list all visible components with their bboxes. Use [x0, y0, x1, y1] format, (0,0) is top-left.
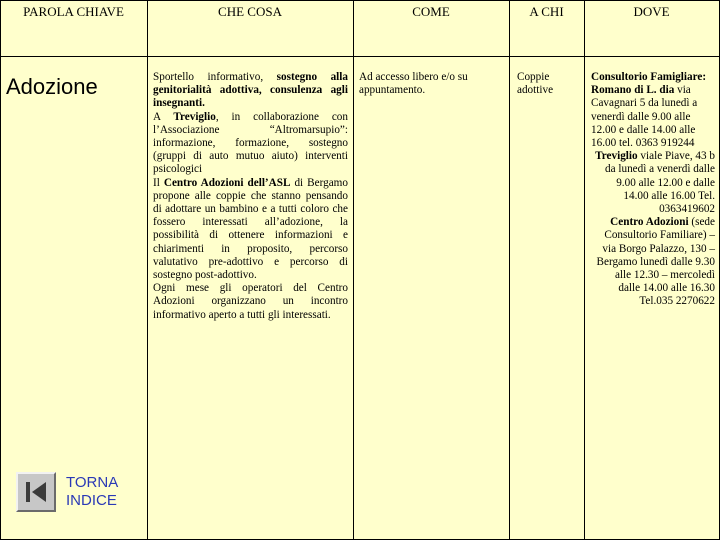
header-dove: DOVE	[633, 4, 670, 19]
che-cosa-p3-text: Il	[153, 176, 164, 189]
torna-label[interactable]: TORNA	[66, 474, 119, 491]
keyword-adozione: Adozione	[6, 74, 98, 99]
dove-cell	[591, 71, 715, 309]
che-cosa-paragraph-1	[153, 71, 348, 111]
torna-indice-button[interactable]	[16, 472, 56, 512]
che-cosa-paragraph-3	[153, 177, 348, 283]
dove-b3-bold: Centro Adozioni	[610, 216, 689, 229]
header-parola-chiave: PAROLA CHIAVE	[23, 4, 124, 19]
dove-block-1	[591, 71, 715, 150]
come-cell: Ad accesso libero e/o su appuntamento.	[359, 71, 468, 97]
dove-b1-rest: via Cavagnari 5 da lunedì a venerdì dalle 9.00 alle 12.00 e dalle 14.00 alle 16.00 tel. 0363 919244	[591, 84, 698, 150]
che-cosa-p2-bold: Treviglio	[173, 110, 216, 123]
col-border-4	[584, 0, 585, 540]
torna-indice-link[interactable]	[16, 472, 118, 512]
table-top-border	[0, 0, 720, 1]
col-border-0	[0, 0, 1, 540]
che-cosa-p2-text: A	[153, 110, 174, 123]
skip-back-icon	[23, 479, 49, 505]
header-a-chi: A CHI	[529, 4, 564, 19]
col-border-2	[353, 0, 354, 540]
che-cosa-p3-bold: Centro Adozioni dell’ASL	[163, 176, 291, 189]
dove-b2-bold: Treviglio	[595, 150, 638, 163]
che-cosa-paragraph-2	[153, 111, 348, 177]
dove-block-2	[591, 150, 715, 216]
dove-b3-rest: (sede Consultorio Familiare) – via Borgo Palazzo, 130 – Bergamo lunedì dalle 9.30 alle 12.30 – mercoledì dalle 14.00 alle 16.30 Tel.035 2270622	[596, 216, 715, 308]
header-divider	[0, 56, 720, 57]
header-che-cosa: CHE COSA	[218, 4, 282, 19]
torna-indice-label[interactable]	[66, 474, 118, 510]
dove-b1-bold: Consultorio Famigliare: Romano di L. dia	[591, 71, 707, 97]
che-cosa-cell	[153, 71, 348, 322]
che-cosa-p1-bold: sostegno alla genitorialità adottiva, consulenza agli insegnanti.	[153, 71, 348, 110]
col-border-3	[509, 0, 510, 540]
indice-label[interactable]: INDICE	[66, 492, 117, 509]
dove-block-3	[591, 216, 715, 308]
header-come: COME	[412, 4, 450, 19]
col-border-1	[147, 0, 148, 540]
che-cosa-p1-text: Sportello informativo,	[153, 71, 277, 83]
che-cosa-p2-rest: , in collaborazione con l’Associazione “Altromarsupio”: informazione, formazione, sostegno (gruppi di auto mutuo aiuto) interventi psicologici	[153, 110, 348, 176]
a-chi-cell: Coppie adottive	[517, 71, 554, 97]
che-cosa-p3-rest: di Bergamo propone alle coppie che stanno pensando di adottare un bambino e a tutti coloro che fossero interessati all’adozione, la possibilità di ottenere informazioni e chiarimenti in proposito, percorso valutativo pre-adottivo e percorso di sostegno post-adottivo.	[153, 176, 348, 282]
che-cosa-paragraph-4: Ogni mese gli operatori del Centro Adozioni organizzano un incontro informativo aperto a tutti gli interessati.	[153, 282, 348, 321]
dove-b2-rest: viale Piave, 43 b da lunedì a venerdì dalle 9.00 alle 12.00 e dalle 14.00 alle 16.00 Tel. 0363419602	[605, 150, 715, 216]
